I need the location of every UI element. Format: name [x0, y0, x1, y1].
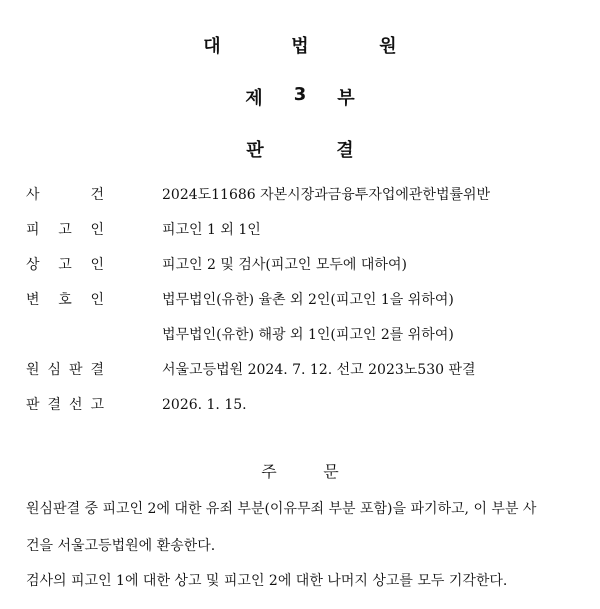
label-char: 원 — [26, 362, 40, 378]
lower-court-judgment-row — [0, 357, 600, 383]
judgment-date-value: 2026. 1. 15. — [162, 397, 247, 413]
label-char: 고 — [90, 397, 104, 413]
label-char: 결 — [90, 362, 104, 378]
order-title-char: 주 — [261, 462, 277, 481]
counsel-row — [0, 287, 600, 313]
appellant-label — [26, 252, 104, 278]
document-title-char: 결 — [336, 140, 354, 161]
label-char: 심 — [47, 362, 62, 378]
case-value: 2024도11686 자본시장과금융투자업에관한법률위반 — [162, 187, 491, 203]
appellant-value: 피고인 2 및 검사(피고인 모두에 대하여) — [162, 257, 407, 273]
court-name-char: 법 — [291, 36, 309, 57]
label-char: 고 — [58, 257, 72, 273]
document-title-char: 판 — [246, 140, 264, 161]
document-title — [0, 136, 600, 162]
order-title — [0, 459, 600, 482]
label-char: 판 — [68, 362, 83, 378]
label-char: 인 — [90, 292, 104, 308]
counsel-label — [26, 287, 104, 313]
label-char: 인 — [90, 222, 104, 238]
order-line: 원심판결 중 피고인 2에 대한 유죄 부분(이유무죄 부분 포함)을 파기하고, 이 부분 사 — [26, 501, 537, 517]
lower-court-judgment-value: 서울고등법원 2024. 7. 12. 선고 2023노530 판결 — [162, 362, 476, 378]
case-number-row — [0, 182, 600, 208]
label-char: 판 — [26, 397, 40, 413]
label-char: 고 — [58, 222, 72, 238]
division-char: 제 — [245, 88, 263, 109]
appellant-row — [0, 252, 600, 278]
counsel-value-1: 법무법인(유한) 율촌 외 2인(피고인 1을 위하여) — [162, 292, 454, 308]
label-char: 사 — [26, 187, 40, 203]
order-line: 건을 서울고등법원에 환송한다. — [26, 538, 216, 554]
defendant-row — [0, 217, 600, 243]
order-title-char: 문 — [323, 462, 339, 481]
counsel-row-2 — [0, 322, 600, 348]
judgment-date-label — [26, 392, 104, 418]
lower-court-judgment-label — [26, 357, 104, 383]
defendant-label — [26, 217, 104, 243]
label-char: 선 — [68, 397, 83, 413]
judgment-date-row — [0, 392, 600, 418]
label-char: 호 — [58, 292, 72, 308]
label-char: 변 — [26, 292, 40, 308]
division-char: 3 — [293, 84, 307, 105]
division-char: 부 — [337, 88, 355, 109]
order-line: 검사의 피고인 1에 대한 상고 및 피고인 2에 대한 나머지 상고를 모두 기각한다. — [26, 573, 508, 589]
label-char: 결 — [47, 397, 62, 413]
case-label — [26, 182, 104, 208]
division-name — [0, 84, 600, 110]
court-name-char: 원 — [379, 36, 397, 57]
court-name — [0, 32, 600, 58]
defendant-value: 피고인 1 외 1인 — [162, 222, 261, 238]
label-char: 인 — [90, 257, 104, 273]
label-char: 피 — [26, 222, 40, 238]
label-char: 상 — [26, 257, 40, 273]
label-char: 건 — [90, 187, 104, 203]
court-name-char: 대 — [203, 36, 221, 57]
counsel-value-2: 법무법인(유한) 해광 외 1인(피고인 2를 위하여) — [162, 327, 454, 343]
